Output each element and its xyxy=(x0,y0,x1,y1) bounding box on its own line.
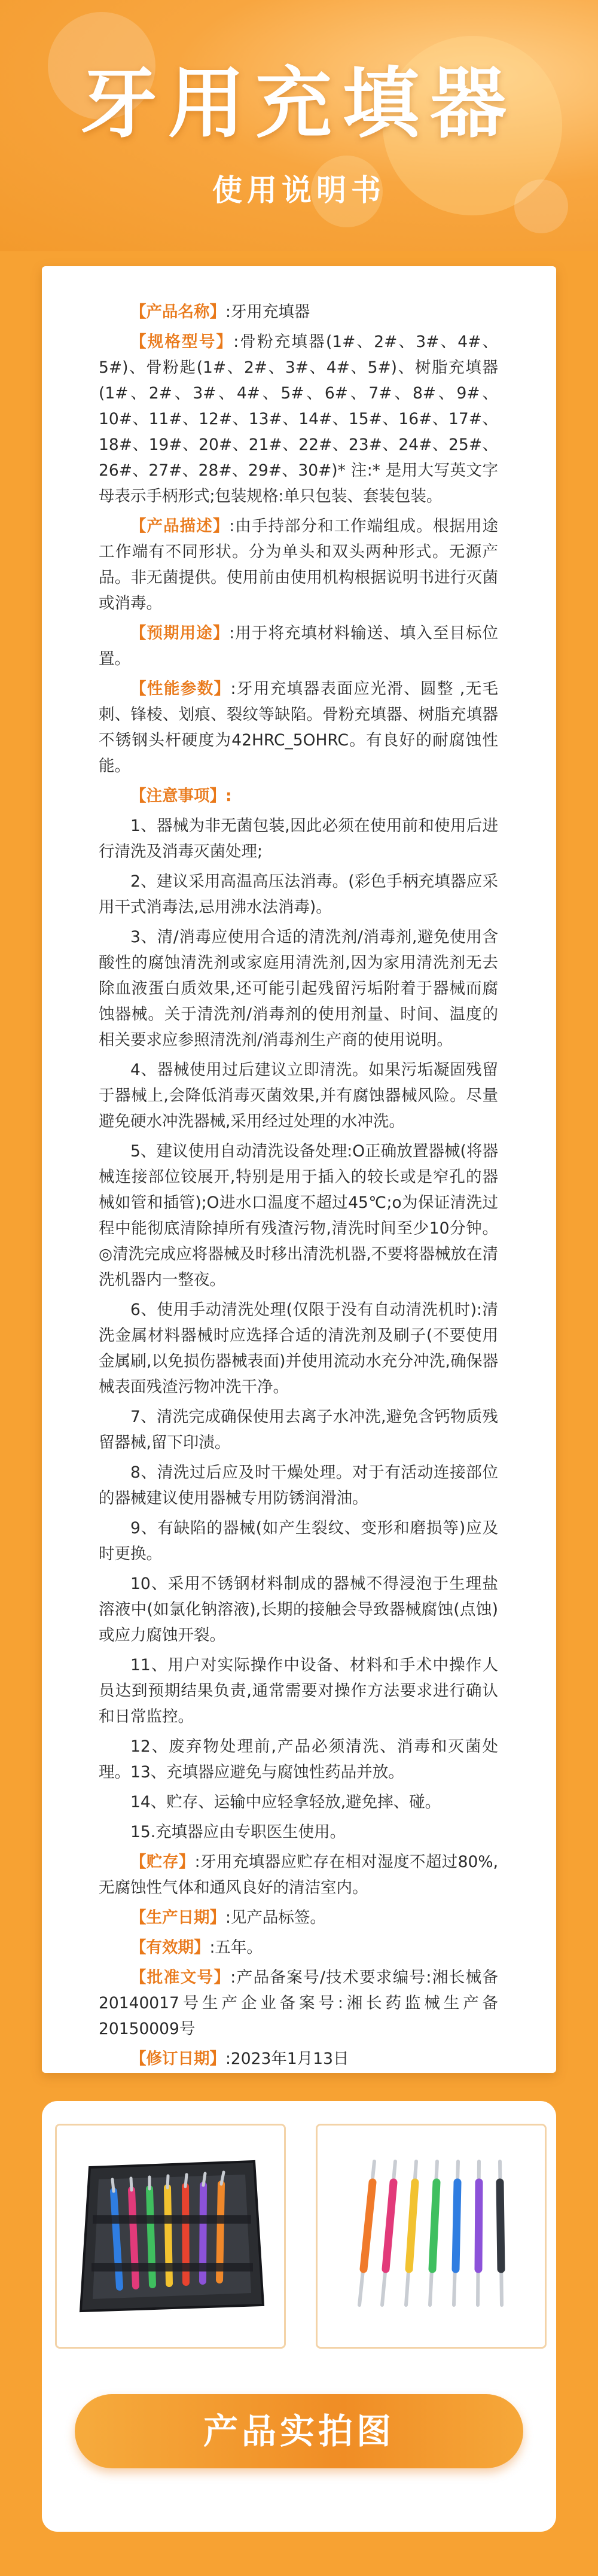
field-value: :牙用充填器表面应光滑、圆整 ,无毛刺、锋棱、划痕、裂纹等缺陷。骨粉充填器、树脂充填器不锈钢头杆硬度为42HRC_5OHRC。有良好的耐腐蚀性能。 xyxy=(99,680,499,775)
field-value: :牙用充填器 xyxy=(225,303,310,321)
note-item: 6、使用手动清洗处理(仅限于没有自动清洗机时):清洗金属材料器械时应选择合适的清洗剂及刷子(不要使用金属刷,以免损伤器械表面)并使用流动水充分冲洗,确保器械表面残渣污物冲洗干净。 xyxy=(99,1301,498,1396)
field-value: :见产品标签。 xyxy=(225,1908,326,1927)
note-item: 11、用户对实际操作中设备、材料和手术中操作人员达到预期结果负责,通常需要对操作方法要求进行确认和日常监控。 xyxy=(99,1656,498,1726)
note-item: 5、建议使用自动清洗设备处理:O正确放置器械(将器械连接部位铰展开,特别是用于插入的较长或是窄孔的器械如管和插管);O进水口温度不超过45℃;o为保证清洗过程中能彻底清除掉所有残渣污物,清洗时间至少10分钟。◎清洗完成应将器械及时移出清洗机器,不要将器械放在清洗机器内一整夜。 xyxy=(99,1142,498,1289)
note-item: 14、贮存、运输中应轻拿轻放,避免摔、碰。 xyxy=(130,1793,441,1811)
field-storage xyxy=(99,1849,498,1901)
field-label: 【产品名称】 xyxy=(130,303,225,321)
field-label: 【预期用途】 xyxy=(130,624,230,643)
note-item: 10、采用不锈钢材料制成的器械不得浸泡于生理盐溶液中(如氯化钠溶液),长期的接触会导致器械腐蚀(点蚀)或应力腐蚀开裂。 xyxy=(99,1575,498,1645)
field-validity xyxy=(99,1935,498,1960)
page-title: 牙用充填器 xyxy=(80,59,517,148)
field-label: 【规格型号】 xyxy=(130,333,234,351)
note-item: 4、器械使用过后建议立即清洗。如果污垢凝固残留于器械上,会降低消毒灭菌效果,并有腐蚀器械风险。尽量避免硬水冲洗器械,采用经过处理的水冲洗。 xyxy=(99,1061,498,1131)
field-label: 【生产日期】 xyxy=(130,1908,225,1927)
note-item: 7、清洗完成确保使用去离子水冲洗,避免含钙物质残留器械,留下印渍。 xyxy=(99,1408,498,1452)
field-production-date xyxy=(99,1905,498,1931)
product-photos-banner: 产品实拍图 xyxy=(75,2394,523,2468)
field-value: :牙用充填器应贮存在相对湿度不超过80%,无腐蚀性气体和通风良好的清洁室内。 xyxy=(99,1853,498,1897)
hero-header xyxy=(0,0,598,251)
colored-instruments-image xyxy=(318,2126,545,2347)
field-performance xyxy=(99,676,498,779)
field-value: :五年。 xyxy=(209,1938,263,1957)
field-label: 【产品描述】 xyxy=(130,517,230,535)
product-photos-section xyxy=(42,2101,556,2532)
field-intended-use xyxy=(99,620,498,672)
field-label: 【贮存】 xyxy=(130,1853,195,1871)
field-spec xyxy=(99,329,498,509)
note-item: 3、清/消毒应使用合适的清洗剂/消毒剂,避免使用含酸性的腐蚀清洗剂或家庭用清洗剂,因为家用清洗剂无去除血液蛋白质效果,还可能引起残留污垢附着于器械而腐蚀器械。关于清洗剂/消毒剂的使用剂量、时间、温度的相关要求应参照清洗剂/消毒剂生产商的使用说明。 xyxy=(99,928,498,1049)
field-label: 【有效期】 xyxy=(130,1938,210,1957)
note-item: 8、清洗过后应及时干燥处理。对于有活动连接部位的器械建议使用器械专用防锈润滑油。 xyxy=(99,1463,498,1508)
notes-heading xyxy=(99,783,498,809)
product-photo-instruments xyxy=(316,2124,547,2349)
field-value: :2023年1月13日 xyxy=(225,2050,349,2068)
field-label: 【批准文号】 xyxy=(130,1968,231,1987)
instrument-kit-image xyxy=(57,2126,284,2347)
field-value: :产品备案号/技术要求编号:湘长械备20140017号生产企业备案号:湘长药监械生产备20150009号 xyxy=(99,1968,498,2038)
field-description xyxy=(99,513,498,616)
field-label: 【性能参数】 xyxy=(130,680,231,698)
field-value: :骨粉充填器(1#、2#、3#、4#、5#)、骨粉匙(1#、2#、3#、4#、5#)、树脂充填器(1#、2#、3#、4#、5#、6#、7#、8#、9#、10#、11#、12#、13#、14#、15#、16#、17#、18#、19#、20#、21#、22#、23#、24#、25#、26#、27#、28#、29#、30#)* 注:* 是用大写英文字母表示手柄形式;包装规格:单只包装、套装包装。 xyxy=(99,333,499,506)
note-item: 9、有缺陷的器械(如产生裂纹、变形和磨损等)应及时更换。 xyxy=(99,1519,498,1563)
product-photo-kit xyxy=(55,2124,286,2349)
instructions-card xyxy=(42,266,556,2073)
page-subtitle: 使用说明书 xyxy=(212,173,386,208)
field-approval xyxy=(99,1965,498,2042)
note-item: 1、器械为非无菌包装,因此必须在使用前和使用后进行清洗及消毒灭菌处理; xyxy=(99,817,498,861)
field-label: 【修订日期】 xyxy=(130,2050,225,2068)
note-item: 15.充填器应由专职医生使用。 xyxy=(130,1823,346,1841)
field-value: :由手持部分和工作端组成。根据用途工作端有不同形状。分为单头和双头两种形式。无源产品。非无菌提供。使用前由使用机构根据说明书进行灭菌或消毒。 xyxy=(99,517,498,613)
field-value: :用于将充填材料输送、填入至目标位置。 xyxy=(99,624,498,668)
note-item: 2、建议采用高温高压法消毒。(彩色手柄充填器应采用干式消毒法,忌用沸水法消毒)。 xyxy=(99,872,498,916)
field-revision-date xyxy=(99,2046,498,2072)
field-product-name xyxy=(99,299,498,325)
instructions-content xyxy=(99,299,498,2076)
note-item: 12、废弃物处理前,产品必须清洗、消毒和灭菌处理。13、充填器应避免与腐蚀性药品并放。 xyxy=(99,1737,498,1782)
field-label: 【注意事项】: xyxy=(130,787,232,805)
